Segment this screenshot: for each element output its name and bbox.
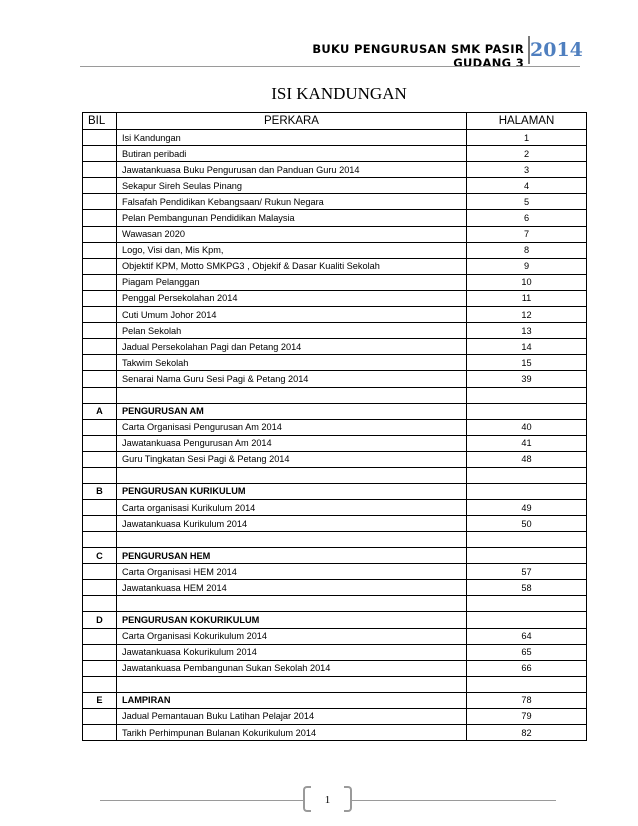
bil-cell [83,194,117,210]
section-letter: B [83,483,117,499]
item-cell: Carta organisasi Kurikulum 2014 [117,499,467,515]
bil-cell [83,516,117,532]
page-cell [467,548,587,564]
item-cell: Penggal Persekolahan 2014 [117,290,467,306]
table-row [83,307,587,323]
blank-row [83,467,587,483]
section-title: LAMPIRAN [117,692,467,708]
item-cell: Jawatankuasa Buku Pengurusan dan Panduan Guru 2014 [117,162,467,178]
section-header-row [83,612,587,628]
page-cell: 48 [467,451,587,467]
item-cell: Carta Organisasi HEM 2014 [117,564,467,580]
item-cell: Guru Tingkatan Sesi Pagi & Petang 2014 [117,451,467,467]
blank-cell [467,676,587,692]
table-row [83,725,587,741]
page-cell: 1 [467,130,587,146]
page-cell: 7 [467,226,587,242]
footer-line-left [100,800,303,801]
item-cell: Butiran peribadi [117,146,467,162]
item-cell: Pelan Sekolah [117,323,467,339]
bil-cell [83,339,117,355]
page-cell: 58 [467,580,587,596]
item-cell: Carta Organisasi Pengurusan Am 2014 [117,419,467,435]
section-header-row [83,692,587,708]
table-row [83,516,587,532]
table-row [83,162,587,178]
bil-cell [83,628,117,644]
blank-cell [117,387,467,403]
bil-cell [83,660,117,676]
blank-cell [467,596,587,612]
blank-cell [467,467,587,483]
table-row [83,580,587,596]
page-cell: 13 [467,323,587,339]
blank-cell [83,467,117,483]
bil-cell [83,371,117,387]
page-cell: 39 [467,371,587,387]
blank-row [83,532,587,548]
bil-cell [83,146,117,162]
bil-cell [83,499,117,515]
blank-cell [117,532,467,548]
table-row [83,435,587,451]
page-cell [467,612,587,628]
item-cell: Piagam Pelanggan [117,274,467,290]
table-row [83,451,587,467]
item-cell: Jadual Persekolahan Pagi dan Petang 2014 [117,339,467,355]
table-row [83,290,587,306]
item-cell: Jadual Pemantauan Buku Latihan Pelajar 2014 [117,708,467,724]
item-cell: Objektif KPM, Motto SMKPG3 , Objekif & Dasar Kualiti Sekolah [117,258,467,274]
section-title: PENGURUSAN KOKURIKULUM [117,612,467,628]
footer-line-right [352,800,556,801]
page-cell: 79 [467,708,587,724]
bil-cell [83,564,117,580]
page-cell: 78 [467,692,587,708]
page-cell [467,403,587,419]
table-row [83,708,587,724]
page-cell: 5 [467,194,587,210]
item-cell: Cuti Umum Johor 2014 [117,307,467,323]
page-cell: 9 [467,258,587,274]
page-cell: 65 [467,644,587,660]
item-cell: Carta Organisasi Kokurikulum 2014 [117,628,467,644]
item-cell: Isi Kandungan [117,130,467,146]
item-cell: Jawatankuasa Pengurusan Am 2014 [117,435,467,451]
header-year: 2014 [528,36,582,64]
bil-cell [83,290,117,306]
table-row [83,355,587,371]
table-row [83,226,587,242]
blank-cell [467,387,587,403]
table-of-contents [82,112,587,741]
page-cell: 4 [467,178,587,194]
page-cell: 15 [467,355,587,371]
item-cell: Wawasan 2020 [117,226,467,242]
page-cell: 66 [467,660,587,676]
table-row [83,146,587,162]
table-row [83,644,587,660]
page-cell: 10 [467,274,587,290]
bil-cell [83,178,117,194]
table-row [83,419,587,435]
blank-cell [117,676,467,692]
page-cell [467,483,587,499]
bil-cell [83,210,117,226]
table-row [83,178,587,194]
bil-cell [83,435,117,451]
bil-cell [83,242,117,258]
item-cell: Jawatankuasa HEM 2014 [117,580,467,596]
item-cell: Falsafah Pendidikan Kebangsaan/ Rukun Negara [117,194,467,210]
bil-cell [83,162,117,178]
page-cell: 64 [467,628,587,644]
header-divider [80,66,580,67]
table-body [83,130,587,741]
blank-row [83,387,587,403]
section-letter: E [83,692,117,708]
item-cell: Jawatankuasa Kokurikulum 2014 [117,644,467,660]
page-cell: 57 [467,564,587,580]
section-letter: A [83,403,117,419]
table-row [83,499,587,515]
header-halaman: HALAMAN [467,113,587,130]
bil-cell [83,323,117,339]
page-cell: 11 [467,290,587,306]
page-title: ISI KANDUNGAN [271,84,407,103]
page-cell: 14 [467,339,587,355]
section-title: PENGURUSAN AM [117,403,467,419]
item-cell: Jawatankuasa Kurikulum 2014 [117,516,467,532]
table-row [83,194,587,210]
page-cell: 82 [467,725,587,741]
bil-cell [83,580,117,596]
item-cell: Sekapur Sireh Seulas Pinang [117,178,467,194]
table-row [83,564,587,580]
blank-cell [467,532,587,548]
page-cell: 40 [467,419,587,435]
page-cell: 41 [467,435,587,451]
section-header-row [83,403,587,419]
table-row [83,210,587,226]
page-cell: 2 [467,146,587,162]
page-number: 1 [324,794,331,806]
bil-cell [83,274,117,290]
bil-cell [83,725,117,741]
item-cell: Logo, Visi dan, Mis Kpm, [117,242,467,258]
item-cell: Jawatankuasa Pembangunan Sukan Sekolah 2014 [117,660,467,676]
bil-cell [83,419,117,435]
blank-row [83,596,587,612]
item-cell: Pelan Pembangunan Pendidikan Malaysia [117,210,467,226]
section-letter: D [83,612,117,628]
blank-cell [83,676,117,692]
item-cell: Takwim Sekolah [117,355,467,371]
table-row [83,130,587,146]
table-header-row [83,113,587,130]
header-bil: BIL [83,113,117,130]
bil-cell [83,258,117,274]
page-cell: 50 [467,516,587,532]
bil-cell [83,226,117,242]
blank-row [83,676,587,692]
bil-cell [83,130,117,146]
section-title: PENGURUSAN KURIKULUM [117,483,467,499]
table-row [83,323,587,339]
table-row [83,258,587,274]
table-row [83,371,587,387]
bil-cell [83,355,117,371]
item-cell: Tarikh Perhimpunan Bulanan Kokurikulum 2014 [117,725,467,741]
table-row [83,274,587,290]
section-letter: C [83,548,117,564]
blank-cell [117,596,467,612]
section-header-row [83,483,587,499]
blank-cell [83,596,117,612]
item-cell: Senarai Nama Guru Sesi Pagi & Petang 2014 [117,371,467,387]
bil-cell [83,307,117,323]
page-cell: 49 [467,499,587,515]
bil-cell [83,644,117,660]
bil-cell [83,451,117,467]
blank-cell [83,532,117,548]
table-row [83,242,587,258]
page-cell: 8 [467,242,587,258]
page-cell: 12 [467,307,587,323]
section-title: PENGURUSAN HEM [117,548,467,564]
page-cell: 6 [467,210,587,226]
header-title: BUKU PENGURUSAN SMK PASIR GUDANG 3 [312,42,524,70]
section-header-row [83,548,587,564]
header-perkara: PERKARA [117,113,467,130]
table-row [83,628,587,644]
table-row [83,660,587,676]
bil-cell [83,708,117,724]
blank-cell [83,387,117,403]
blank-cell [117,467,467,483]
table-row [83,339,587,355]
page-cell: 3 [467,162,587,178]
